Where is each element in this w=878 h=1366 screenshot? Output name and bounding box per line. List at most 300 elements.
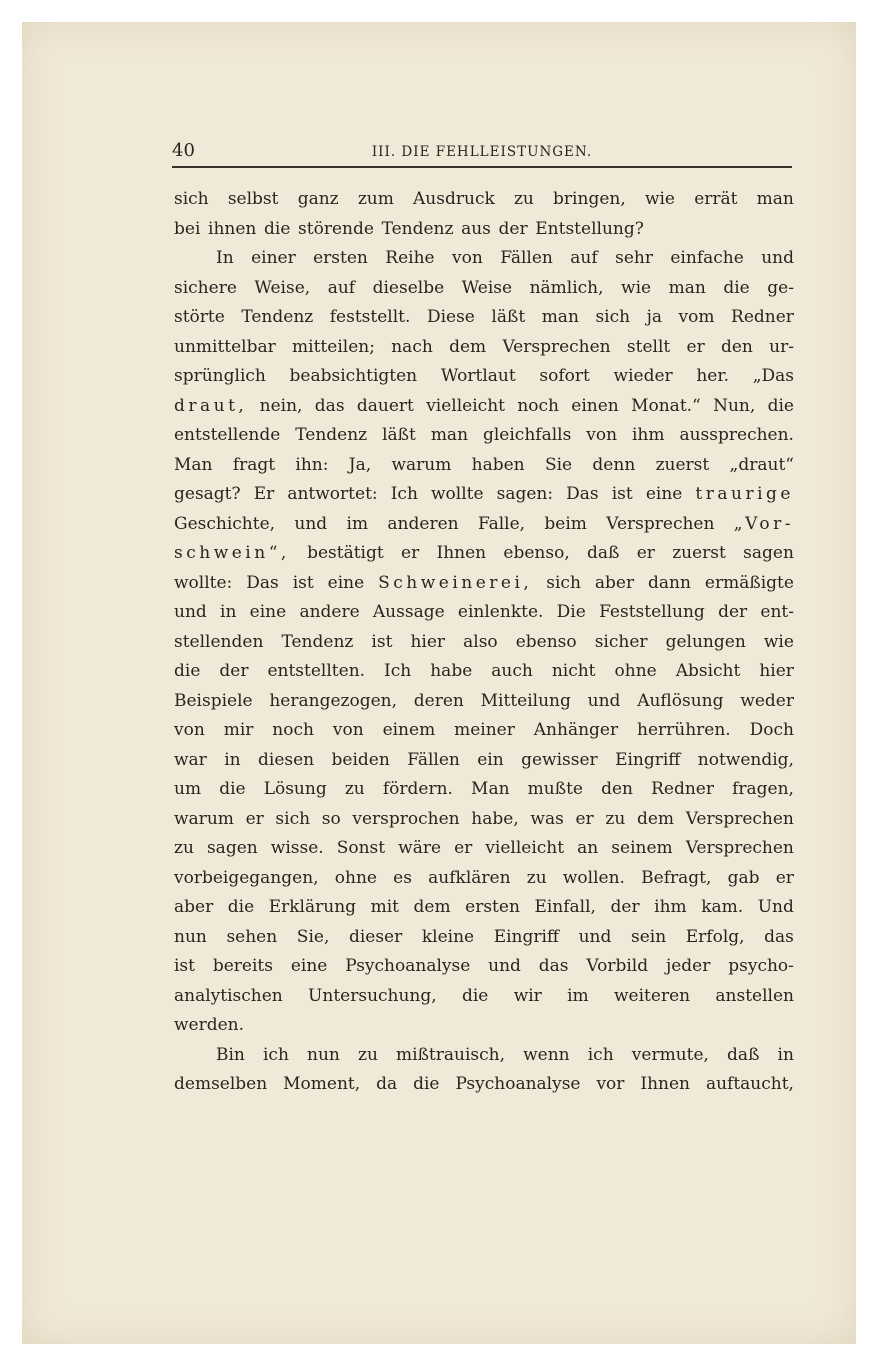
word: notwendig,: [697, 749, 794, 770]
word: beabsichtigten: [289, 366, 418, 386]
text-line: [174, 421, 794, 451]
word: ich: [587, 1044, 614, 1065]
word: psycho-: [728, 956, 794, 976]
text-line: [174, 598, 794, 628]
word: sichere: [174, 277, 237, 298]
word: nun: [307, 1044, 340, 1065]
word: sagen: [206, 838, 258, 858]
word: das: [764, 926, 794, 947]
word: Redner: [651, 779, 714, 799]
word: ihm: [632, 425, 665, 445]
word: Aussage: [372, 602, 445, 622]
word: Befragt,: [641, 867, 712, 888]
word: Das: [246, 572, 279, 593]
word: Tendenz: [295, 425, 368, 445]
word: Versprechen: [685, 838, 794, 858]
word: demselben: [174, 1074, 268, 1094]
word: ist: [292, 572, 314, 593]
word: vorbeigegangen,: [174, 867, 319, 888]
word: dieser: [348, 926, 403, 947]
text-line: [174, 775, 794, 805]
text-line: [174, 1011, 794, 1041]
text-line: [174, 834, 794, 864]
word: Untersuchung,: [308, 985, 437, 1006]
word: Und: [757, 897, 794, 917]
word: dauert: [356, 395, 414, 416]
word: sein: [630, 926, 667, 947]
word: feststellt.: [329, 307, 411, 327]
word: Fällen: [407, 749, 460, 770]
word: ge-: [767, 277, 794, 298]
word: läßt: [382, 425, 416, 445]
word: Tendenz: [381, 218, 454, 239]
word: Anhänger: [533, 720, 619, 740]
word: der: [718, 602, 748, 622]
word: man: [541, 307, 579, 327]
text-line: [174, 362, 794, 392]
word: wäre: [398, 838, 442, 858]
word: nicht: [551, 661, 596, 681]
word: wie: [644, 189, 675, 209]
word: fragt: [232, 454, 276, 475]
word: Falle,: [477, 513, 526, 534]
word: Versprechen: [685, 808, 794, 829]
word: Psychoanalyse: [345, 956, 471, 976]
word: sagen:: [496, 484, 554, 504]
word: in: [220, 602, 237, 622]
word: Sie: [544, 454, 573, 475]
word: ja: [646, 307, 663, 327]
word: ur-: [769, 336, 794, 357]
word: sicher: [594, 631, 648, 652]
word: und: [587, 690, 621, 711]
word: Ihnen: [640, 1074, 690, 1094]
word: er: [636, 543, 655, 563]
word: herrühren.: [637, 720, 731, 740]
word: ohne: [614, 661, 657, 681]
word: entstellten.: [267, 661, 366, 681]
word: wollte:: [174, 572, 233, 593]
word: dieselbe: [372, 277, 445, 298]
word: das: [538, 956, 569, 976]
word: ermäßigte: [704, 572, 794, 593]
text-line: [174, 805, 794, 835]
word: und: [578, 926, 612, 947]
word: mißtrauisch,: [396, 1044, 506, 1065]
book-page: [22, 22, 856, 1344]
word: in: [777, 1044, 794, 1065]
word: aber: [174, 897, 214, 917]
word: bringen,: [553, 189, 626, 209]
word: sagen: [743, 543, 794, 563]
word: ersten: [313, 248, 368, 268]
word: was: [530, 808, 564, 829]
word: sprünglich: [174, 366, 266, 386]
text-line: [174, 1041, 794, 1071]
word: vor: [596, 1074, 625, 1094]
word: einlenkte.: [457, 602, 544, 622]
text-line: [174, 480, 794, 510]
word: Eingriff: [615, 749, 681, 770]
word: die: [723, 277, 750, 298]
word: wenn: [523, 1044, 570, 1065]
word: eine: [645, 484, 683, 504]
word: habe: [430, 661, 473, 681]
word: diesen: [258, 749, 315, 770]
word: weder: [740, 690, 794, 711]
word: fragen,: [732, 779, 794, 799]
word: Man: [471, 779, 510, 799]
word: die: [219, 779, 246, 799]
word: vermute,: [631, 1044, 709, 1065]
word: selbst: [227, 189, 279, 209]
word: im: [346, 513, 369, 534]
word: Feststellung: [599, 602, 705, 622]
word: errät: [694, 189, 738, 209]
word: in: [224, 749, 241, 770]
word: er: [575, 808, 594, 829]
word: „Vor-: [733, 513, 794, 534]
word: das: [314, 395, 345, 416]
word: sich: [174, 189, 209, 209]
word: nämlich,: [529, 277, 604, 298]
word: deren: [413, 690, 464, 711]
text-line: [174, 392, 794, 422]
word: Bin: [216, 1044, 245, 1065]
word: Er: [253, 484, 275, 504]
word: die: [413, 1074, 440, 1094]
word: da: [376, 1074, 398, 1094]
word: Psychoanalyse: [455, 1074, 581, 1094]
word: wir: [513, 985, 542, 1006]
word: zu: [526, 867, 547, 888]
word: dem: [449, 336, 487, 357]
text-line: [174, 539, 794, 569]
word: noch: [517, 395, 559, 416]
word: der: [610, 897, 640, 917]
word: sich: [275, 808, 311, 829]
word: schwein“,: [174, 543, 290, 563]
word: Die: [556, 602, 586, 622]
word: warum: [391, 454, 452, 475]
word: dem: [413, 897, 451, 917]
word: wollen.: [562, 867, 625, 888]
word: sehr: [615, 248, 653, 268]
word: seinem: [611, 838, 673, 858]
word: wie: [763, 631, 794, 652]
word: warum: [174, 808, 234, 829]
word: Vorbild: [586, 956, 649, 976]
word: einfache: [670, 248, 744, 268]
word: die: [264, 218, 291, 239]
word: bei: [174, 218, 201, 239]
word: und: [294, 513, 328, 534]
word: traurige: [695, 484, 794, 504]
word: und: [761, 248, 794, 268]
word: Erklärung: [268, 897, 357, 917]
word: Nun,: [713, 395, 756, 416]
word: draut,: [174, 395, 248, 416]
word: anstellen: [715, 985, 794, 1006]
word: bereits: [212, 956, 273, 976]
word: auf: [327, 277, 356, 298]
word: kam.: [701, 897, 744, 917]
word: wisse.: [270, 838, 324, 858]
word: aufklären: [428, 867, 511, 888]
word: störte: [174, 307, 225, 327]
word: stellenden: [174, 631, 264, 652]
word: Man: [174, 454, 213, 475]
word: gleichfalls: [482, 425, 572, 445]
word: ersten: [465, 897, 520, 917]
page-number: 40: [172, 140, 195, 161]
word: eine: [327, 572, 365, 593]
word: Weise: [461, 277, 513, 298]
word: Beispiele: [174, 690, 253, 711]
word: ein: [477, 749, 504, 770]
word: Absicht: [675, 661, 741, 681]
word: nein,: [259, 395, 303, 416]
word: „draut“: [729, 454, 794, 475]
word: stellt: [626, 336, 671, 357]
text-line: [174, 864, 794, 894]
word: herangezogen,: [269, 690, 398, 711]
text-line: [174, 716, 794, 746]
word: von: [586, 425, 618, 445]
text-line: [174, 628, 794, 658]
word: zu: [605, 808, 626, 829]
word: von: [452, 248, 483, 268]
word: mir: [223, 720, 254, 740]
word: einer: [251, 248, 296, 268]
word: fördern.: [382, 779, 453, 799]
word: hier: [759, 661, 794, 681]
word: einen: [571, 395, 619, 416]
word: Fällen: [500, 248, 553, 268]
word: Tendenz: [281, 631, 354, 652]
word: nach: [391, 336, 433, 357]
word: Doch: [749, 720, 794, 740]
word: Lösung: [263, 779, 327, 799]
word: ent-: [760, 602, 794, 622]
word: Auflösung: [637, 690, 724, 711]
word: Monat.“: [631, 395, 701, 416]
text-line: [174, 185, 794, 215]
word: die: [767, 395, 794, 416]
word: ebenso,: [503, 543, 570, 563]
word: Ausdruck: [413, 189, 495, 209]
word: zuerst: [672, 543, 726, 563]
word: ohne: [334, 867, 377, 888]
word: von: [174, 720, 205, 740]
text-line: [174, 451, 794, 481]
word: Mitteilung: [480, 690, 571, 711]
word: ist: [371, 631, 393, 652]
word: den: [601, 779, 633, 799]
word: man: [756, 189, 794, 209]
word: sich: [595, 307, 631, 327]
word: vielleicht: [485, 838, 565, 858]
word: zu: [358, 1044, 378, 1065]
word: mußte: [527, 779, 583, 799]
word: habe,: [471, 808, 519, 829]
text-line: [174, 244, 794, 274]
word: zu: [513, 189, 534, 209]
word: gab: [727, 867, 760, 888]
word: wie: [621, 277, 652, 298]
word: jeder: [665, 956, 711, 976]
word: Ich: [390, 484, 418, 504]
word: er: [454, 838, 473, 858]
word: sehen: [226, 926, 278, 947]
word: aus: [461, 218, 491, 239]
word: Geschichte,: [174, 513, 276, 534]
word: Redner: [731, 307, 794, 327]
text-line: [174, 569, 794, 599]
word: aber: [594, 572, 635, 593]
text-line: [174, 303, 794, 333]
word: ebenso: [515, 631, 577, 652]
word: Weise,: [254, 277, 311, 298]
word: antwortet:: [287, 484, 378, 504]
word: ihnen: [208, 218, 257, 239]
word: dem: [636, 808, 675, 829]
word: Entstellung?: [535, 218, 644, 239]
word: die: [174, 661, 201, 681]
word: zu: [174, 838, 194, 858]
word: Reihe: [385, 248, 435, 268]
word: auftaucht,: [705, 1074, 794, 1094]
word: unmittelbar: [174, 336, 276, 357]
body-text: [174, 185, 794, 1100]
word: man: [668, 277, 706, 298]
word: auch: [491, 661, 533, 681]
word: gelungen: [665, 631, 746, 652]
word: um: [174, 779, 202, 799]
word: so: [321, 808, 341, 829]
word: Versprechen: [502, 336, 611, 357]
text-line: [174, 510, 794, 540]
word: zuerst: [655, 454, 710, 475]
word: Einfall,: [534, 897, 596, 917]
text-line: [174, 982, 794, 1012]
word: mitteilen;: [292, 336, 375, 357]
word: eine: [249, 602, 287, 622]
word: Sonst: [336, 838, 386, 858]
word: daß: [727, 1044, 760, 1065]
word: wieder: [613, 366, 673, 386]
word: es: [393, 867, 412, 888]
word: Ich: [384, 661, 412, 681]
word: Versprechen: [606, 513, 715, 534]
word: vielleicht: [426, 395, 505, 416]
word: der: [219, 661, 249, 681]
word: Ja,: [348, 454, 372, 475]
word: Ihnen: [436, 543, 487, 563]
word: beim: [544, 513, 587, 534]
word: denn: [592, 454, 636, 475]
word: Das: [566, 484, 599, 504]
word: gewisser: [521, 749, 598, 770]
text-line: [174, 274, 794, 304]
word: dann: [648, 572, 691, 593]
word: Wortlaut: [440, 366, 516, 386]
page-header: [172, 140, 792, 168]
word: ihn:: [295, 454, 329, 475]
word: er: [401, 543, 420, 563]
word: kleine: [421, 926, 475, 947]
word: den: [720, 336, 753, 357]
word: hier: [410, 631, 446, 652]
word: In: [216, 248, 234, 268]
word: Tendenz: [241, 307, 314, 327]
word: werden.: [174, 1015, 245, 1035]
word: die: [461, 985, 489, 1006]
word: er: [686, 336, 705, 357]
word: er: [245, 808, 264, 829]
word: läßt: [491, 307, 526, 327]
word: Diese: [426, 307, 475, 327]
text-line: [174, 923, 794, 953]
text-line: [174, 952, 794, 982]
text-line: [174, 893, 794, 923]
word: ist: [611, 484, 633, 504]
word: und: [488, 956, 521, 976]
word: beiden: [331, 749, 390, 770]
word: sofort: [539, 366, 590, 386]
word: weiteren: [614, 985, 691, 1006]
text-line: [174, 1070, 794, 1100]
word: ist: [174, 956, 195, 976]
word: sich: [546, 572, 581, 593]
word: zu: [344, 779, 365, 799]
word: versprochen: [352, 808, 460, 829]
text-line: [174, 687, 794, 717]
word: haben: [471, 454, 525, 475]
text-line: [174, 746, 794, 776]
running-title: III. DIE FEHLLEISTUNGEN.: [371, 144, 593, 160]
word: aussprechen.: [679, 425, 794, 445]
word: Schweinerei,: [378, 572, 533, 593]
word: und: [174, 602, 207, 622]
word: anderen: [387, 513, 459, 534]
word: andere: [299, 602, 360, 622]
word: auf: [570, 248, 598, 268]
text-line: [174, 333, 794, 363]
word: zum: [357, 189, 394, 209]
word: von: [332, 720, 364, 740]
word: an: [577, 838, 599, 858]
word: ich: [263, 1044, 289, 1065]
word: nun: [174, 926, 207, 947]
word: noch: [272, 720, 314, 740]
word: er: [775, 867, 794, 888]
word: analytischen: [174, 985, 283, 1006]
word: im: [567, 985, 589, 1006]
word: eine: [290, 956, 328, 976]
word: mit: [370, 897, 399, 917]
word: Eingriff: [493, 926, 560, 947]
word: „Das: [752, 366, 794, 386]
word: war: [174, 749, 207, 770]
word: entstellende: [174, 425, 281, 445]
word: gesagt?: [174, 484, 241, 504]
word: störende: [298, 218, 374, 239]
word: wollte: [430, 484, 484, 504]
word: daß: [587, 543, 620, 563]
word: Moment,: [283, 1074, 361, 1094]
word: die: [227, 897, 255, 917]
